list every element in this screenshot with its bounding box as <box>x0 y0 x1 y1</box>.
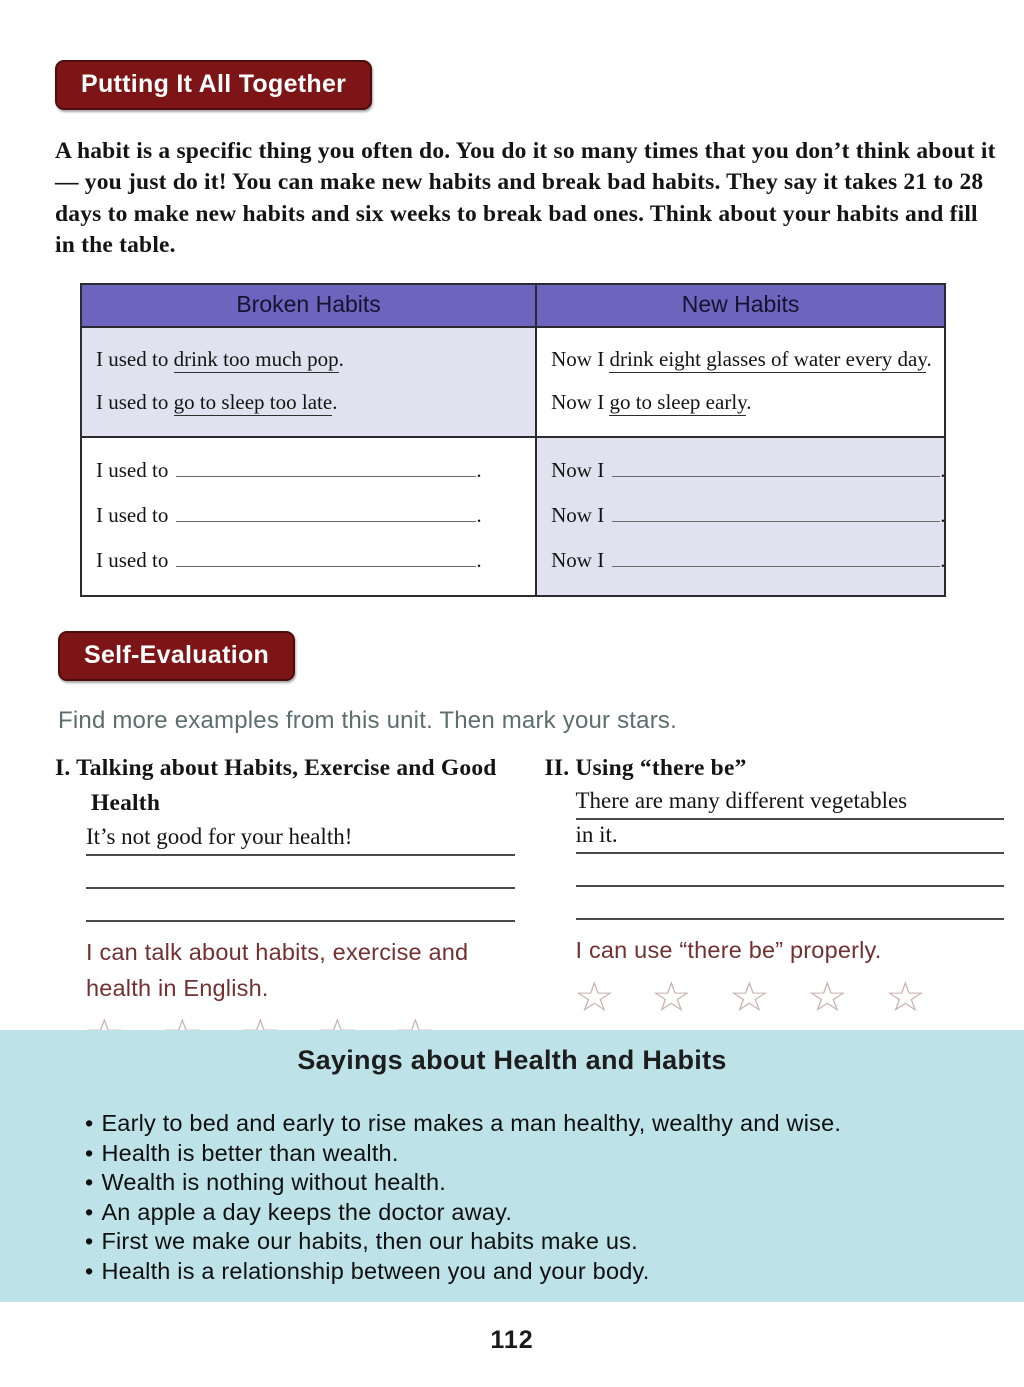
saying-item: • Wealth is nothing without health. <box>85 1169 446 1195</box>
new-habit-blank-field-3[interactable] <box>612 546 940 567</box>
new-habit-blank-3: Now I . <box>551 548 946 572</box>
section-2-blank-line-1[interactable] <box>576 854 1005 887</box>
broken-habit-blank-field-1[interactable] <box>176 456 476 477</box>
section-2-number: II. <box>544 755 570 781</box>
section-1-blank-line-1[interactable] <box>86 856 515 889</box>
star-icon[interactable]: ☆ <box>651 972 693 1021</box>
new-habit-blank-field-2[interactable] <box>612 501 940 522</box>
column-header-new-habits: New Habits <box>681 291 800 317</box>
star-icon[interactable]: ☆ <box>573 972 615 1021</box>
bullet-icon: • <box>85 1110 94 1136</box>
bullet-icon: • <box>85 1139 94 1166</box>
section-1-blank-line-2[interactable] <box>86 889 515 922</box>
new-habit-blank-field-1[interactable] <box>612 456 940 477</box>
section-2-can-statement: I can use “there be” properly. <box>575 937 882 964</box>
section-using-there-be <box>545 751 1005 1055</box>
broken-habit-blank-field-3[interactable] <box>176 546 476 567</box>
new-habit-example-1: Now I drink eight glasses of water every day. <box>551 347 932 371</box>
section-2-example-line-2: in it. <box>576 820 1005 854</box>
page-number: 112 <box>490 1326 534 1354</box>
star-icon[interactable]: ☆ <box>806 972 848 1021</box>
new-habit-blank-2: Now I . <box>551 503 946 527</box>
habits-table-example-row <box>82 328 944 438</box>
bullet-icon: • <box>85 1169 94 1195</box>
new-habits-fill-cell <box>537 438 944 595</box>
section-talking-about-habits <box>55 751 515 1055</box>
self-evaluation-instruction: Find more examples from this unit. Then mark your stars. <box>58 707 677 734</box>
sayings-box <box>0 1030 1024 1302</box>
putting-it-all-together-badge <box>55 60 372 110</box>
broken-habit-example-1: I used to drink too much pop. <box>96 347 344 371</box>
habits-table <box>80 283 946 597</box>
saying-item: • Early to bed and early to rise makes a man healthy, wealthy and wise. <box>85 1110 842 1136</box>
intro-paragraph: A habit is a specific thing you often do. You do it so many times that you don’t think about it — you just do it! You can make new habits and break bad habits. They say it takes 21 to 28 days to make new habits and six weeks to break bad ones. Think about your habits and fill in the table. <box>55 138 996 258</box>
star-icon[interactable]: ☆ <box>728 972 771 1021</box>
new-habits-example-cell <box>537 328 944 436</box>
self-evaluation-badge <box>58 631 295 681</box>
bullet-icon: • <box>85 1198 94 1225</box>
sayings-list <box>85 1109 1004 1286</box>
column-header-broken-habits: Broken Habits <box>82 285 537 326</box>
section-2-title: II. Using “there be” <box>544 755 747 781</box>
section-1-title: I. Talking about Habits, Exercise and Good Health <box>55 755 497 817</box>
habits-table-header-row <box>82 285 944 328</box>
saying-item: • Health is better than wealth. <box>85 1139 399 1166</box>
putting-badge-label: Putting It All Together <box>81 70 347 98</box>
section-1-example-line: It’s not good for your health! <box>86 822 515 856</box>
broken-habit-blank-1: I used to . <box>96 458 482 482</box>
broken-habit-blank-2: I used to . <box>96 503 482 527</box>
broken-habit-blank-field-2[interactable] <box>176 501 476 522</box>
habits-table-fill-row <box>82 438 944 595</box>
section-2-blank-line-2[interactable] <box>576 887 1005 920</box>
sayings-title: Sayings about Health and Habits <box>297 1045 727 1075</box>
broken-habit-blank-3: I used to . <box>96 548 482 572</box>
bullet-icon: • <box>85 1257 94 1284</box>
saying-item: • First we make our habits, then our habits make us. <box>85 1228 638 1254</box>
broken-habits-example-cell <box>82 328 537 436</box>
self-evaluation-badge-label: Self-Evaluation <box>84 641 270 669</box>
section-1-can-statement: I can talk about habits, exercise and health in English. <box>86 938 469 1001</box>
self-evaluation-sections <box>55 751 1004 1055</box>
section-1-number: I. <box>55 755 71 781</box>
new-habit-blank-1: Now I . <box>551 458 946 482</box>
section-2-example-line-1: There are many different vegetables <box>576 786 1005 820</box>
saying-item: • Health is a relationship between you and your body. <box>85 1257 650 1284</box>
new-habit-example-2: Now I go to sleep early. <box>551 390 752 414</box>
bullet-icon: • <box>85 1228 94 1254</box>
star-icon[interactable]: ☆ <box>884 972 926 1021</box>
broken-habits-fill-cell <box>82 438 537 595</box>
saying-item: • An apple a day keeps the doctor away. <box>85 1198 513 1225</box>
section-2-star-rating <box>573 972 1005 1021</box>
broken-habit-example-2: I used to go to sleep too late. <box>96 390 338 414</box>
